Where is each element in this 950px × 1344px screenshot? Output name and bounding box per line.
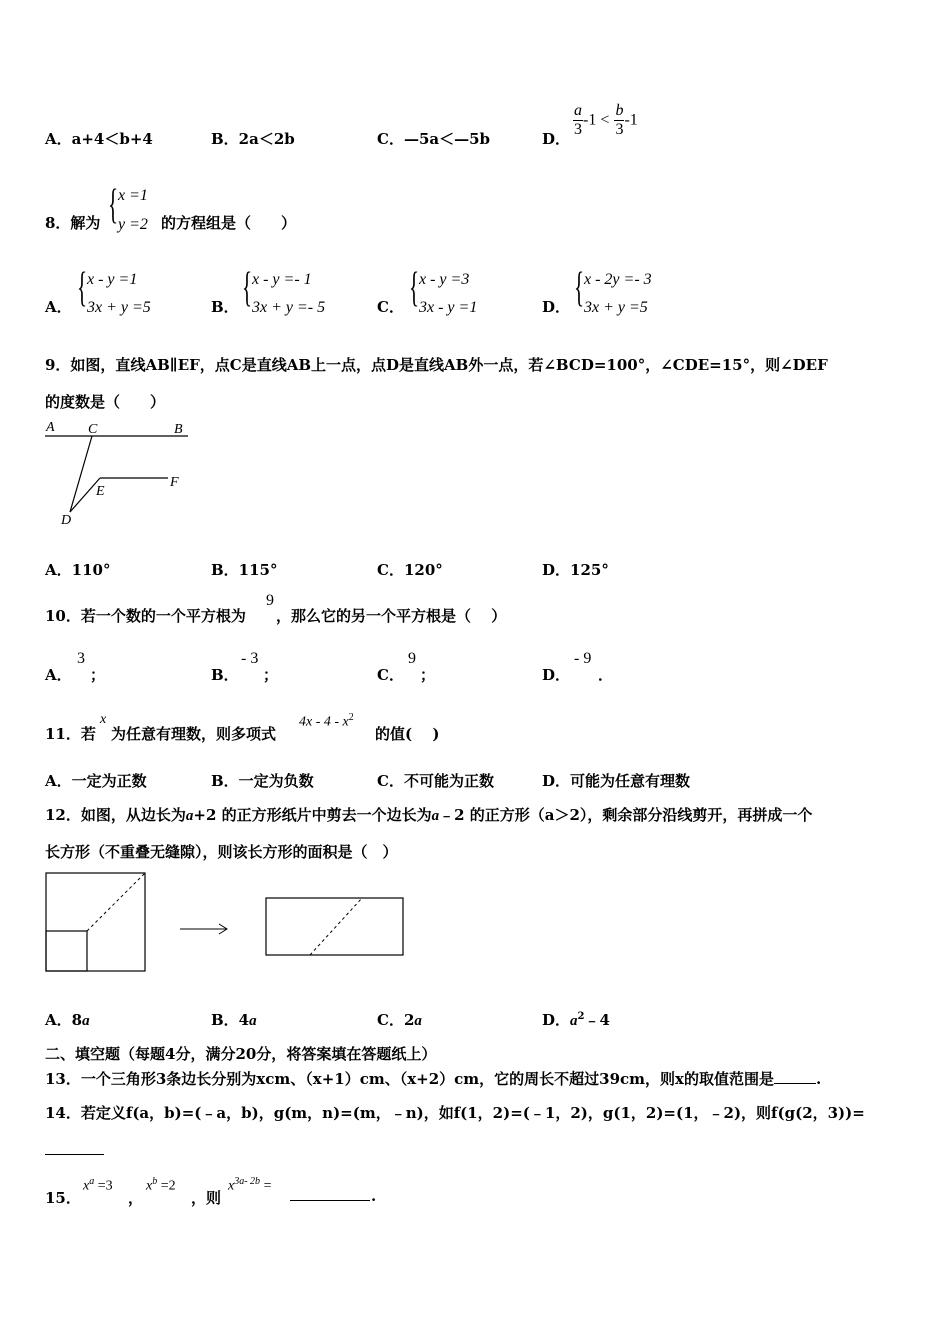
q12-option-b-label: B．4 <box>211 1011 250 1029</box>
q11-middle: 为任意有理数，则多项式 <box>111 725 277 743</box>
frac-b-numerator: b <box>615 102 624 119</box>
q9-line2: 的度数是（ ） <box>45 393 166 411</box>
q10-option-c-label: C． <box>377 666 404 684</box>
section2-heading: 二、填空题（每题4分，满分20分，将答案填在答题纸上） <box>45 1045 437 1063</box>
q12-option-d-var: a <box>570 1013 578 1029</box>
q12-option-a-var: a <box>82 1013 90 1029</box>
q15-e2-val: =2 <box>157 1178 176 1194</box>
q11-prefix: 11．若 <box>45 725 96 743</box>
q15-blank[interactable] <box>290 1200 370 1201</box>
q8-option-d-line1: x - 2y =- 3 <box>584 271 652 288</box>
q12-option-a <box>45 1009 90 1030</box>
q10-option-b-label: B． <box>211 666 239 684</box>
q15-e2-exp: b <box>152 1176 158 1187</box>
q9-option-b: B．115° <box>211 561 278 579</box>
q15-e1-exp: a <box>89 1176 95 1187</box>
q9-line1: 9．如图，直线AB∥EF，点C是直线AB上一点，点D是直线AB外一点，若∠BCD=100°，∠CDE=15°，则∠DEF <box>45 356 828 374</box>
q11-option-c: C．不可能为正数 <box>377 772 494 790</box>
q8-brace: { <box>108 182 119 228</box>
q8-option-c-line2: 3x - y =1 <box>419 299 478 316</box>
q10-value: 9 <box>266 592 274 609</box>
q11-option-d: D．可能为任意有理数 <box>542 772 691 790</box>
q11-suffix: 的值( ) <box>375 725 440 743</box>
q15-e1-base: x <box>83 1178 90 1194</box>
q10-option-d-label: D． <box>542 666 571 684</box>
q8-option-a-label: A． <box>45 298 72 316</box>
q8-option-b-label: B． <box>211 298 239 316</box>
q12-option-d <box>542 1009 610 1030</box>
q10-option-b-end: ； <box>263 666 279 684</box>
frac-a-numerator: a <box>574 102 582 119</box>
q12-option-a-label: A．8 <box>45 1011 83 1029</box>
q10-option-b-value: - 3 <box>241 650 259 667</box>
label-d: D <box>61 513 72 528</box>
q7-option-c: C．—5a＜—5b <box>377 130 491 148</box>
q12-p1: 12．如图，从边长为 <box>45 806 186 824</box>
q8-option-d-line2: 3x + y =5 <box>584 299 648 316</box>
q7-option-a: A．a+4＜b+4 <box>45 130 153 148</box>
q14-text: 14．若定义f(a，b)=(﹣a，b)，g(m，n)=(m，﹣n)，如f(1，2)=(﹣1，2)，g(1，2)=(1，﹣2)，则f(g(2，3))= <box>45 1104 865 1122</box>
q8-label: 8．解为 <box>45 214 101 232</box>
q7-d-middle: -1 < <box>583 111 610 129</box>
q10-option-c-value: 9 <box>408 650 416 667</box>
q8-system-line2: y =2 <box>118 216 148 233</box>
q11-polynomial <box>299 712 354 731</box>
q8-option-d-label: D． <box>542 298 571 316</box>
q15-eq: = <box>260 1178 272 1194</box>
q12-line1 <box>45 804 812 825</box>
q11-poly-text: 4x - 4 - x <box>299 714 349 730</box>
q12-option-c <box>377 1009 422 1030</box>
q7-option-d-label: D． <box>542 130 571 148</box>
q12-option-d-exp: 2 <box>577 1011 585 1022</box>
q11-poly-exp: 2 <box>348 712 354 723</box>
q10-option-a-label: A． <box>45 666 72 684</box>
label-c: C <box>88 422 98 437</box>
q15-then: ，则 <box>191 1189 222 1207</box>
q7-option-d-expression <box>573 102 638 139</box>
label-a: A <box>46 420 55 435</box>
q13-end: . <box>816 1070 822 1088</box>
q12-p3: ﹣2 的正方形（a＞2），剩余部分沿线剪开，再拼成一个 <box>439 806 813 824</box>
q8-option-b-line2: 3x + y =- 5 <box>252 299 326 316</box>
q15-expr2 <box>146 1176 176 1195</box>
q13-text <box>45 1068 821 1089</box>
q8-option-b-brace: { <box>242 265 253 311</box>
label-f: F <box>170 475 179 490</box>
q12-option-d-tail: ﹣4 <box>584 1011 610 1029</box>
q15-expr3 <box>228 1176 271 1195</box>
q9-option-d: D．125° <box>542 561 609 579</box>
q10-option-a-end: ； <box>90 666 106 684</box>
q10-prefix: 10．若一个数的一个平方根为 <box>45 607 246 625</box>
q11-var: x <box>100 712 107 727</box>
q8-suffix: 的方程组是（ ） <box>161 214 297 232</box>
q8-option-c-brace: { <box>409 265 420 311</box>
q12-option-b <box>211 1009 257 1030</box>
q13-body: 13．一个三角形3条边长分别为xcm、（x+1）cm、（x+2）cm，它的周长不超过39cm，则x的取值范围是 <box>45 1070 774 1088</box>
q9-option-c: C．120° <box>377 561 443 579</box>
frac-b-denominator: 3 <box>615 121 624 138</box>
q15-expr1 <box>83 1176 113 1195</box>
q15-end: . <box>371 1187 377 1205</box>
q15-e3-base: x <box>228 1178 235 1194</box>
q8-option-a-brace: { <box>77 265 88 311</box>
q7-d-end: -1 <box>624 111 638 129</box>
q7-option-b: B．2a＜2b <box>211 130 295 148</box>
frac-a-denominator: 3 <box>574 121 582 138</box>
q10-option-c-end: ； <box>420 666 436 684</box>
q12-line2: 长方形（不重叠无缝隙），则该长方形的面积是（ ） <box>45 843 398 861</box>
q12-p2: +2 的正方形纸片中剪去一个边长为 <box>193 806 432 824</box>
q11-option-b: B．一定为负数 <box>211 772 314 790</box>
q11-option-a: A．一定为正数 <box>45 772 147 790</box>
q12-option-d-label: D． <box>542 1011 571 1029</box>
q15-comma: ， <box>128 1189 144 1207</box>
q8-option-d-brace: { <box>574 265 585 311</box>
q8-system-line1: x =1 <box>118 187 148 204</box>
q8-option-b-line1: x - y =- 1 <box>252 271 312 288</box>
q12-option-b-var: a <box>249 1013 257 1029</box>
q12-option-c-var: a <box>414 1013 422 1029</box>
q8-option-a-line2: 3x + y =5 <box>87 299 151 316</box>
q12-option-c-label: C．2 <box>377 1011 415 1029</box>
label-b: B <box>174 422 183 437</box>
q12-var2: a <box>431 808 440 824</box>
q15-label: 15． <box>45 1189 81 1207</box>
q14-blank[interactable] <box>45 1154 104 1155</box>
q9-figure <box>40 416 200 531</box>
q10-option-a-value: 3 <box>77 650 85 667</box>
q13-blank[interactable] <box>774 1083 816 1084</box>
label-e: E <box>96 484 105 499</box>
q8-option-a-line1: x - y =1 <box>87 271 138 288</box>
q9-option-a: A．110° <box>45 561 111 579</box>
q15-e3-exp: 3a- 2b <box>234 1176 261 1187</box>
q8-option-c-label: C． <box>377 298 404 316</box>
q15-e2-base: x <box>146 1178 153 1194</box>
q15-e1-val: =3 <box>94 1178 113 1194</box>
q10-option-d-value: - 9 <box>574 650 592 667</box>
q8-option-c-line1: x - y =3 <box>419 271 470 288</box>
q10-option-d-end: ． <box>598 666 614 684</box>
q12-figure <box>40 868 420 978</box>
q12-var1: a <box>185 808 194 824</box>
q10-suffix: ，那么它的另一个平方根是（ ） <box>276 607 507 625</box>
